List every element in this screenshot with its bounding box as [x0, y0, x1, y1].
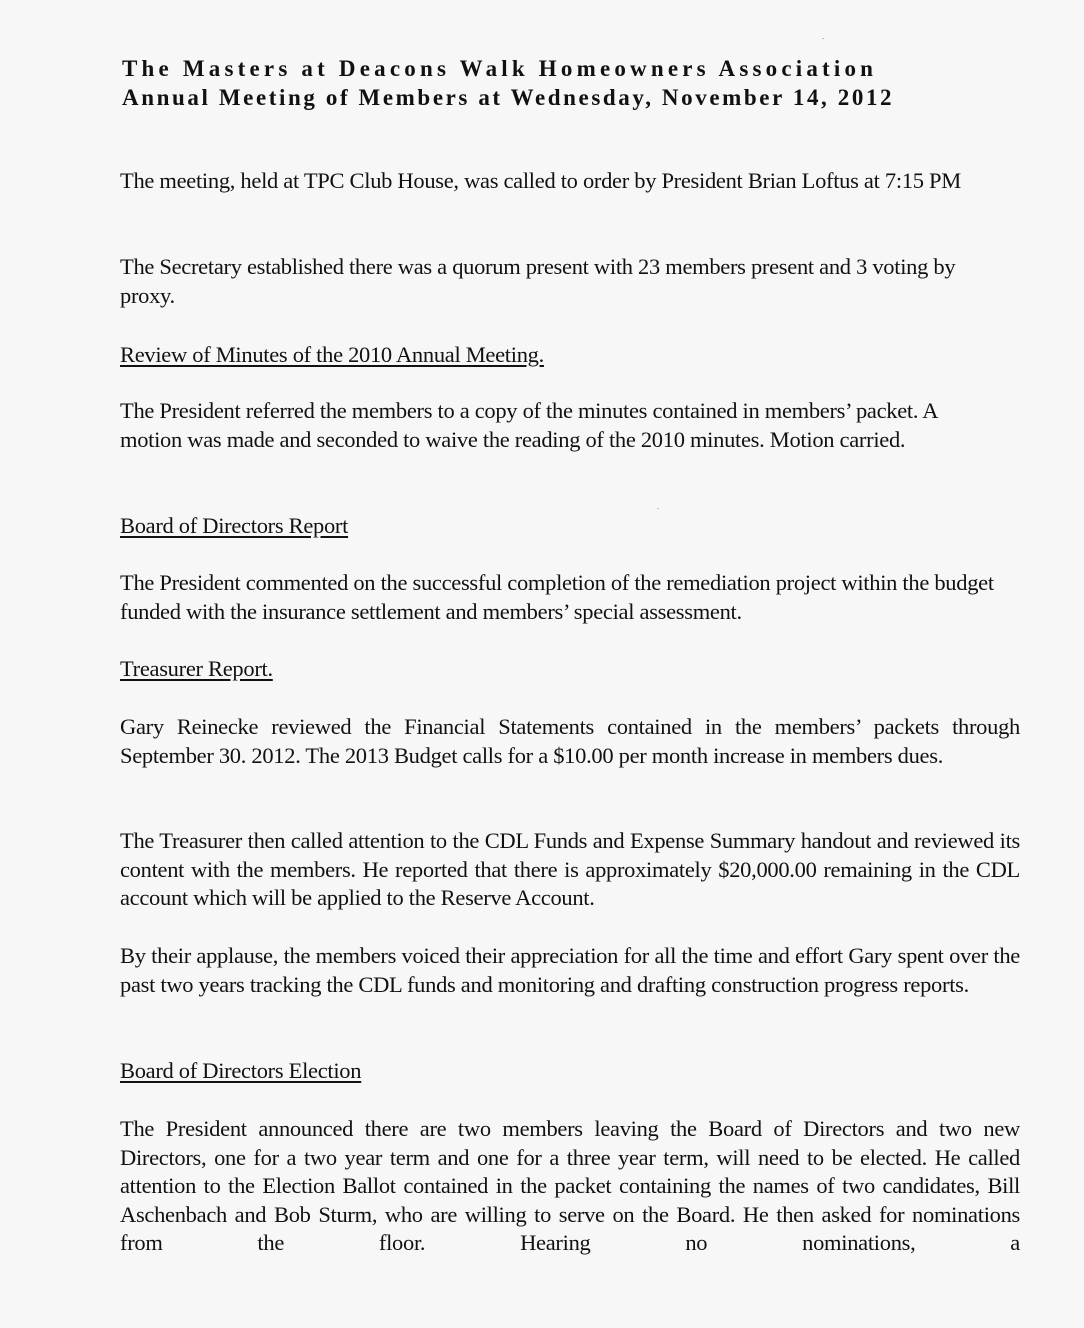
document-title-association: The Masters at Deacons Walk Homeowners Association	[122, 56, 878, 81]
board-report-paragraph: The President commented on the successful completion of the remediation project within the budget funded with the insurance settlement and members’ special assessment.	[120, 570, 994, 624]
scan-speck	[822, 38, 824, 39]
election-paragraph: The President announced there are two members leaving the Board of Directors and two new Directors, one for a two year term and one for a three year term, will need to be elected. He called attention to the Election Ballot contained in the packet containing the names of two candidates, Bill Aschenbach and Bob Sturm, who are willing to serve on the Board. He then asked for nominations from the floor. Hearing no nominations, a	[120, 1116, 1020, 1256]
heading-treasurer-report: Treasurer Report.	[120, 656, 273, 681]
document-title-meeting: Annual Meeting of Members at Wednesday, November 14, 2012	[122, 85, 895, 110]
heading-board-report: Board of Directors Report	[120, 513, 349, 538]
treasurer-paragraph-financials: Gary Reinecke reviewed the Financial Statements contained in the members’ packets through September 30. 2012. The 2013 Budget calls for a $10.00 per month increase in members dues.	[120, 714, 1020, 768]
scan-speck	[657, 508, 659, 509]
opening-paragraph: The meeting, held at TPC Club House, was called to order by President Brian Loftus at 7:15 PM	[120, 168, 961, 193]
minutes-review-paragraph: The President referred the members to a copy of the minutes contained in members’ packet. A motion was made and seconded to waive the reading of the 2010 minutes. Motion carried.	[120, 398, 938, 452]
treasurer-paragraph-appreciation: By their applause, the members voiced their appreciation for all the time and effort Gary spent over the past two years tracking the CDL funds and monitoring and drafting construction progress reports.	[120, 943, 1020, 997]
heading-board-election: Board of Directors Election	[120, 1058, 362, 1083]
treasurer-paragraph-cdl-funds: The Treasurer then called attention to the CDL Funds and Expense Summary handout and reviewed its content with the members. He reported that there is approximately $20,000.00 remaining in the CDL account which will be applied to the Reserve Account.	[120, 828, 1020, 911]
quorum-paragraph: The Secretary established there was a quorum present with 23 members present and 3 voting by proxy.	[120, 254, 956, 308]
heading-minutes-review: Review of Minutes of the 2010 Annual Meeting.	[120, 342, 544, 367]
